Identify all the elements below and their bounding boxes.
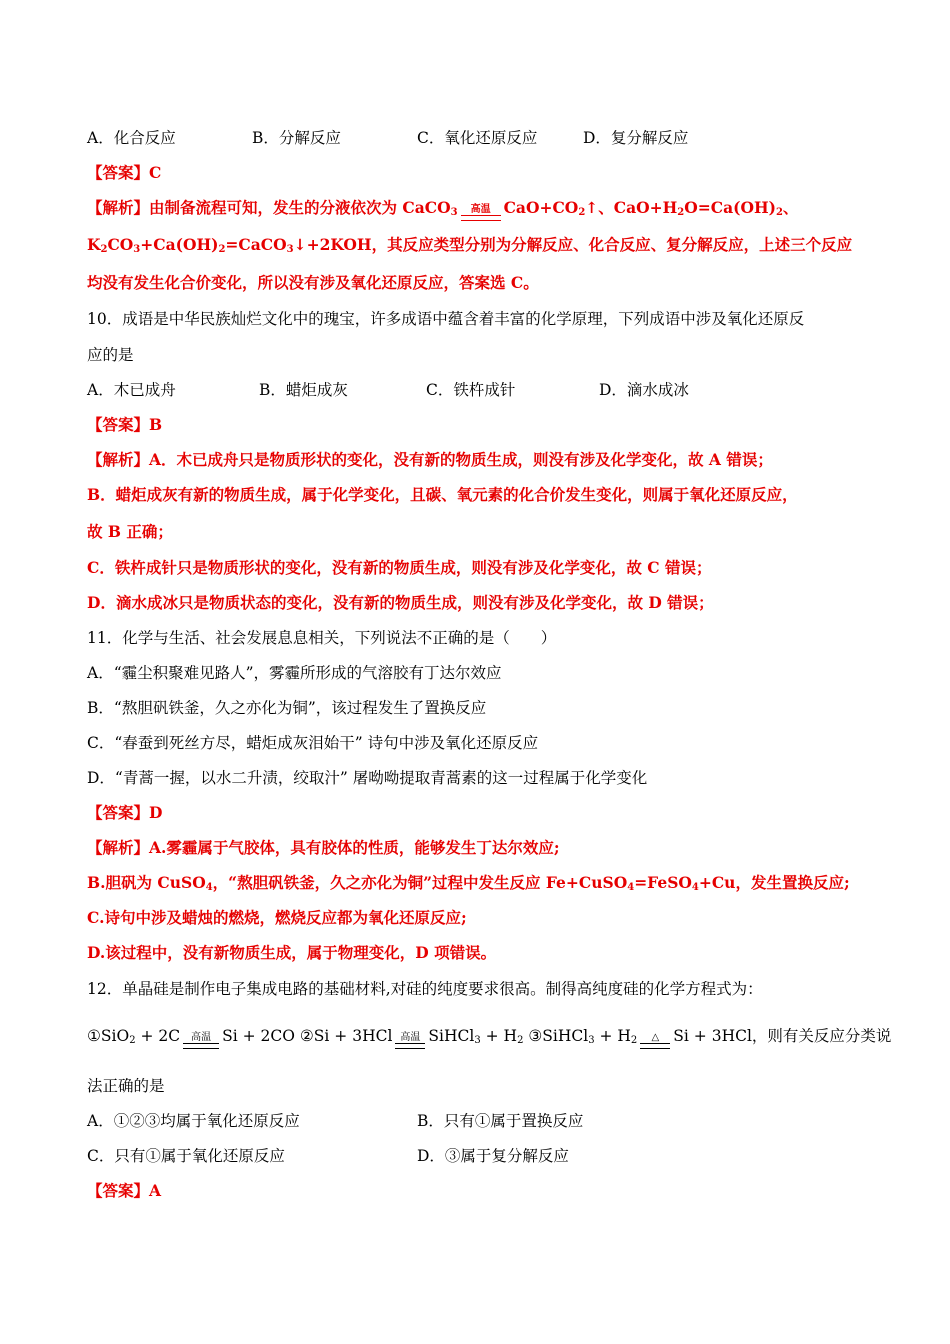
equals-sign [461, 215, 501, 221]
q12-option-a: A．①②③均属于氧化还原反应 [87, 1112, 300, 1130]
subscript: 2 [630, 1035, 638, 1046]
q9-option-d: D．复分解反应 [583, 129, 689, 147]
q11-stem: 11．化学与生活、社会发展息息相关，下列说法不正确的是（ ） [87, 629, 557, 647]
q9-explanation-line1 [87, 196, 890, 225]
q12-answer: 【答案】A [87, 1181, 162, 1200]
text-segment: + H [480, 1027, 518, 1045]
subscript: 3 [133, 244, 141, 255]
text-segment: ②Si + 3HCl [299, 1027, 393, 1045]
equals-sign [183, 1043, 219, 1049]
text-segment: ③SiHCl [523, 1027, 589, 1045]
q10-option-c: C．铁杵成针 [426, 381, 516, 399]
equals-sign [395, 1043, 425, 1049]
q9-option-c: C．氧化还原反应 [417, 129, 538, 147]
q9-answer: 【答案】C [87, 163, 162, 182]
reaction-condition [461, 205, 501, 225]
q11-option-c: C．“春蚕到死丝方尽，蜡炬成灰泪始干” 诗句中涉及氧化还原反应 [87, 734, 539, 752]
text-segment: O=Ca(OH) [684, 198, 776, 217]
q11-option-b: B．“熬胆矾铁釜，久之亦化为铜”，该过程发生了置换反应 [87, 699, 487, 717]
q12-stem-line2: 法正确的是 [87, 1077, 165, 1095]
text-segment: + 2C [135, 1027, 181, 1045]
q10-explanation-line2: B．蜡炬成灰有新的物质生成，属于化学变化，且碳、氧元素的化合价发生变化，则属于氧化还原反应， [87, 485, 798, 504]
subscript: 3 [450, 207, 458, 218]
text-segment: ①SiO [87, 1027, 130, 1045]
q10-option-d: D．滴水成冰 [599, 381, 689, 399]
text-segment: Si + 2CO [222, 1027, 300, 1045]
subscript: 3 [588, 1035, 595, 1046]
q11-explanation-line1: 【解析】A.雾霾属于气胶体，具有胶体的性质，能够发生丁达尔效应; [87, 838, 560, 857]
q9-option-a: A．化合反应 [87, 129, 176, 147]
subscript: 2 [677, 207, 685, 218]
reaction-condition [183, 1033, 219, 1053]
subscript: 4 [627, 882, 635, 893]
condition-label: 高温 [400, 1032, 421, 1043]
q9-option-b: B．分解反应 [252, 129, 341, 147]
q11-option-a: A．“霾尘积聚难见路人”，雾霾所形成的气溶胶有丁达尔效应 [87, 664, 502, 682]
text-segment: 【解析】由制备流程可知，发生的分液依次为 CaCO [87, 198, 451, 217]
text-segment: CaO+CO [503, 198, 579, 217]
subscript: 3 [286, 244, 294, 255]
subscript: 2 [517, 1035, 524, 1046]
text-segment: CO [107, 235, 134, 254]
reaction-condition [395, 1033, 425, 1053]
q10-explanation-line5: D．滴水成冰只是物质状态的变化，没有新的物质生成，则没有涉及化学变化，故 D 错误； [87, 593, 714, 612]
q11-explanation-line2 [87, 871, 890, 900]
text-segment: =FeSO [634, 873, 692, 892]
q12-option-b: B．只有①属于置换反应 [417, 1112, 584, 1130]
subscript: 4 [205, 882, 213, 893]
text-segment: ，“熬胆矾铁釜，久之亦化为铜”过程中发生反应 Fe+CuSO [212, 873, 628, 892]
text-segment: Si + 3HCl，则有关反应分类说 [673, 1027, 892, 1045]
text-segment: =CaCO [225, 235, 287, 254]
equals-sign [640, 1043, 670, 1049]
subscript: 2 [218, 244, 226, 255]
q11-explanation-line3: C.诗句中涉及蜡烛的燃烧，燃烧反应都为氧化还原反应; [87, 908, 467, 927]
q12-option-c: C．只有①属于氧化还原反应 [87, 1147, 285, 1165]
reaction-condition [640, 1033, 670, 1053]
subscript: 3 [474, 1035, 481, 1046]
q11-explanation-line4: D.该过程中，没有新物质生成，属于物理变化，D 项错误。 [87, 943, 497, 962]
q12-option-d: D．③属于复分解反应 [417, 1147, 569, 1165]
q10-explanation-line1: 【解析】A．木已成舟只是物质形状的变化，没有新的物质生成，则没有涉及化学变化，故 A 错误； [87, 450, 773, 469]
q10-stem-line2: 应的是 [87, 346, 134, 364]
text-segment: K [87, 235, 101, 254]
text-segment: ↓+2KOH，其反应类型分别为分解反应、化合反应、复分解反应，上述三个反应 [293, 235, 853, 254]
q9-explanation-line3: 均没有发生化合价变化，所以没有涉及氧化还原反应，答案选 C。 [87, 273, 539, 292]
q10-option-b: B．蜡炬成灰 [259, 381, 348, 399]
text-segment: 、 [782, 198, 799, 217]
text-segment: +Cu，发生置换反应; [698, 873, 850, 892]
text-segment: ↑、CaO+H [585, 198, 678, 217]
q10-option-a: A．木已成舟 [87, 381, 176, 399]
subscript: 2 [578, 207, 586, 218]
condition-label: 高温 [191, 1032, 212, 1043]
q10-explanation-line4: C．铁杵成针只是物质形状的变化，没有新的物质生成，则没有涉及化学变化，故 C 错误； [87, 558, 712, 577]
text-segment: +Ca(OH) [140, 235, 219, 254]
q12-stem: 12．单晶硅是制作电子集成电路的基础材料,对硅的纯度要求很高。制得高纯度硅的化学方程式为： [87, 980, 763, 998]
condition-label: 高温 [470, 204, 491, 215]
text-segment: B.胆矾为 CuSO [87, 873, 206, 892]
q10-stem-line1: 10．成语是中华民族灿烂文化中的瑰宝，许多成语中蕴含着丰富的化学原理，下列成语中涉及氧化还原反 [87, 310, 805, 328]
q10-answer: 【答案】B [87, 415, 163, 434]
text-segment: + H [594, 1027, 631, 1045]
condition-label: △ [651, 1032, 660, 1043]
subscript: 2 [129, 1035, 136, 1046]
q10-explanation-line3: 故 B 正确； [87, 522, 173, 541]
subscript: 2 [775, 207, 783, 218]
q12-equations [87, 1024, 890, 1053]
subscript: 4 [691, 882, 699, 893]
subscript: 2 [100, 244, 108, 255]
q11-option-d: D．“青蒿一握，以水二升渍，绞取汁” 屠呦呦提取青蒿素的这一过程属于化学变化 [87, 769, 648, 787]
q9-explanation-line2 [87, 233, 890, 262]
text-segment: SiHCl [428, 1027, 475, 1045]
q11-answer: 【答案】D [87, 803, 163, 822]
